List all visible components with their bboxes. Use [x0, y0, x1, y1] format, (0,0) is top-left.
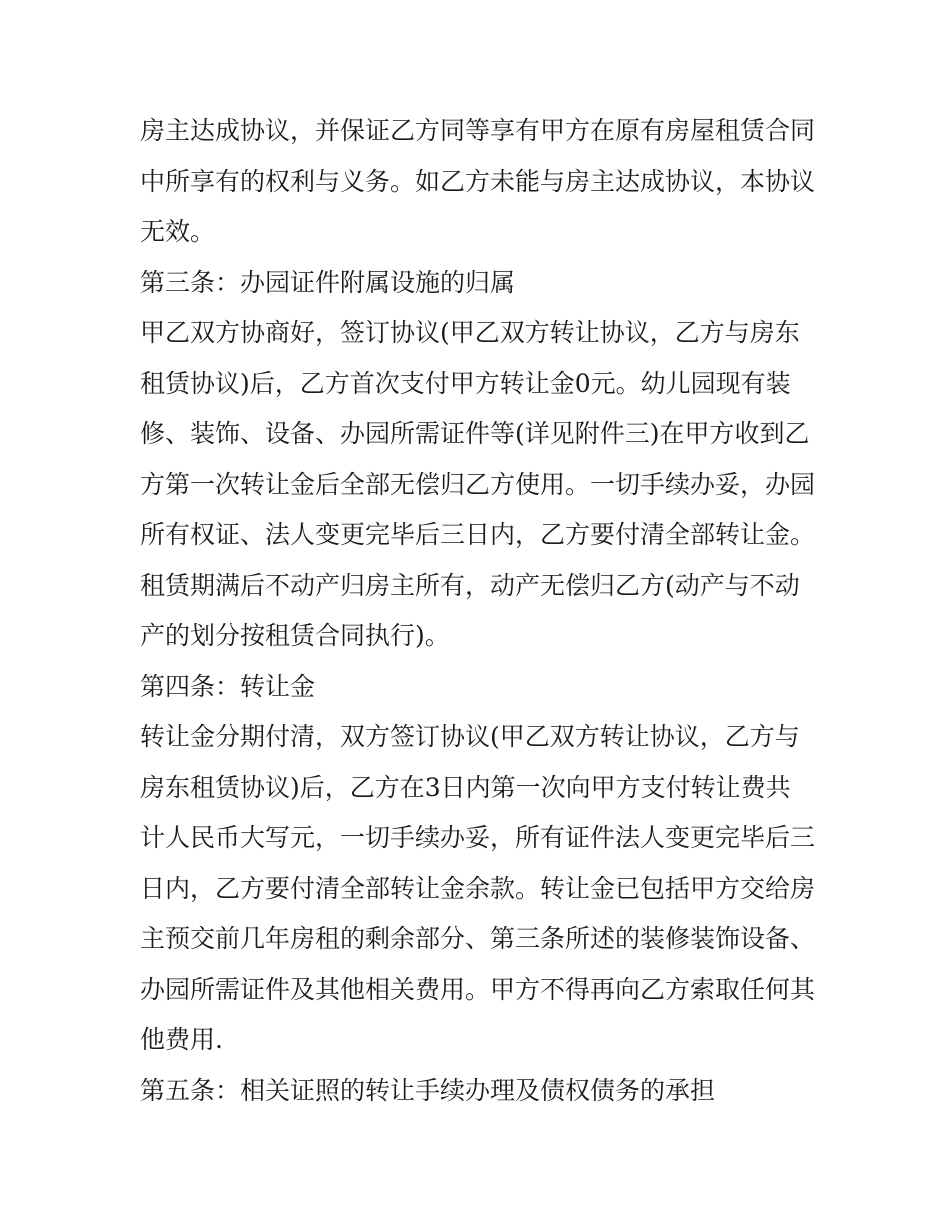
section-heading-article-4: 第四条：转让金 — [140, 671, 316, 701]
paragraph-line: 房东租赁协议)后，乙方在3日内第一次向甲方支付转让费共 — [140, 772, 791, 802]
paragraph-line: 计人民币大写元，一切手续办妥，所有证件法人变更完毕后三 — [140, 823, 816, 852]
paragraph-line: 办园所需证件及其他相关费用。甲方不得再向乙方索取任何其 — [140, 974, 816, 1004]
paragraph-line: 甲乙双方协商好，签订协议(甲乙双方转让协议，乙方与房东 — [140, 318, 800, 347]
paragraph-line: 他费用. — [140, 1025, 223, 1054]
paragraph-line: 房主达成协议，并保证乙方同等享有甲方在原有房屋租赁合同 — [140, 116, 816, 145]
section-heading-article-3: 第三条：办园证件附属设施的归属 — [140, 267, 516, 297]
paragraph-line: 租赁协议)后，乙方首次支付甲方转让金0元。幼儿园现有装 — [140, 368, 791, 398]
paragraph-line: 主预交前几年房租的剩余部分、第三条所述的装修装饰设备、 — [140, 924, 816, 953]
paragraph-line: 所有权证、法人变更完毕后三日内，乙方要付清全部转让金。 — [140, 520, 816, 549]
paragraph-line: 方第一次转让金后全部无偿归乙方使用。一切手续办妥，办园 — [140, 469, 816, 499]
paragraph-line: 产的划分按租赁合同执行)。 — [140, 621, 450, 650]
document-page — [140, 106, 820, 1116]
paragraph-line: 日内，乙方要付清全部转让金余款。转让金已包括甲方交给房 — [140, 873, 816, 903]
paragraph-line: 租赁期满后不动产归房主所有，动产无偿归乙方(动产与不动 — [140, 570, 800, 600]
paragraph-line: 转让金分期付清，双方签订协议(甲乙双方转让协议，乙方与 — [140, 722, 800, 751]
paragraph-line: 无效。 — [140, 217, 216, 246]
paragraph-line: 中所享有的权利与义务。如乙方未能与房主达成协议，本协议 — [140, 166, 816, 196]
section-heading-article-5: 第五条：相关证照的转让手续办理及债权债务的承担 — [140, 1075, 716, 1105]
paragraph-line: 修、装饰、设备、办园所需证件等(详见附件三)在甲方收到乙 — [140, 419, 810, 448]
